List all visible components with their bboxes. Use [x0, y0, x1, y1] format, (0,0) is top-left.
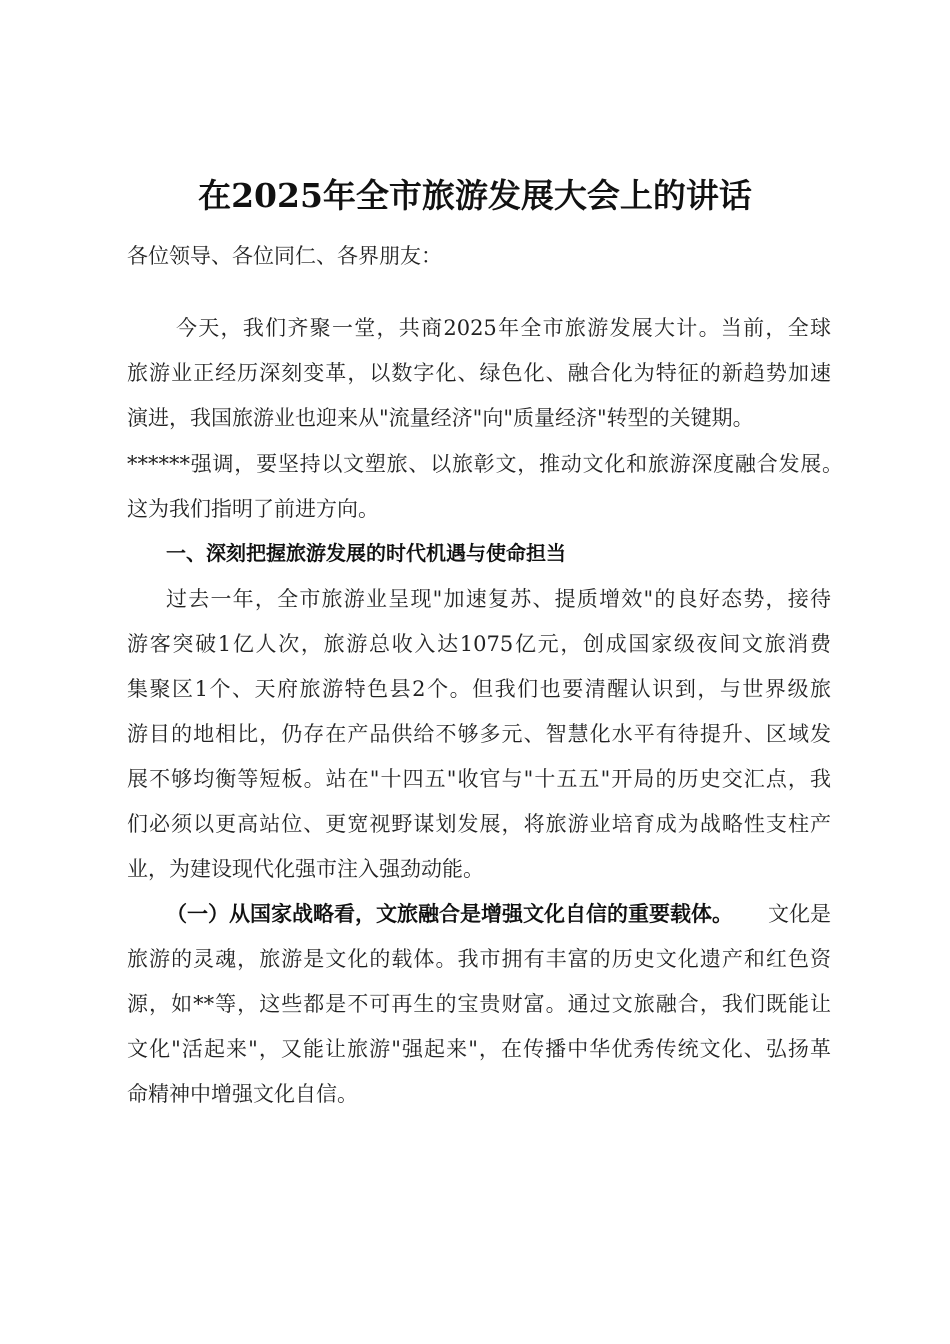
subsection1-line-5: 命精神中增强文化自信。: [127, 1082, 358, 1106]
section-heading-1: 一、深刻把握旅游发展的时代机遇与使命担当: [166, 541, 566, 565]
subsection1-line-2: 旅游的灵魂，旅游是文化的载体。我市拥有丰富的历史文化遗产和红色资: [127, 947, 831, 971]
subsection1-first-line-rest: 文化是: [768, 902, 831, 926]
intro-line-1: 今天，我们齐聚一堂，共商2025年全市旅游发展大计。当前，全球: [176, 316, 831, 340]
subsection1-first-line: [166, 900, 831, 928]
intro-line-3: 演进，我国旅游业也迎来从"流量经济"向"质量经济"转型的关键期。: [127, 406, 754, 430]
salutation: 各位领导、各位同仁、各界朋友：: [127, 244, 442, 268]
section1-line-3: 集聚区1个、天府旅游特色县2个。但我们也要清醒认识到，与世界级旅: [127, 677, 831, 701]
section1-line-2: 游客突破1亿人次，旅游总收入达1075亿元，创成国家级夜间文旅消费: [127, 632, 831, 656]
intro-line-2: 旅游业正经历深刻变革，以数字化、绿色化、融合化为特征的新趋势加速: [127, 361, 831, 385]
page-title: 在2025年全市旅游发展大会上的讲话: [198, 176, 752, 215]
section1-line-1: 过去一年，全市旅游业呈现"加速复苏、提质增效"的良好态势，接待: [166, 587, 831, 611]
subsection1-line-4: 文化"活起来"，又能让旅游"强起来"，在传播中华优秀传统文化、弘扬革: [127, 1037, 831, 1061]
subsection-heading-1: （一）从国家战略看，文旅融合是增强文化自信的重要载体。: [166, 901, 733, 926]
subsection1-line-3: 源，如**等，这些都是不可再生的宝贵财富。通过文旅融合，我们既能让: [127, 992, 831, 1016]
section1-line-6: 们必须以更高站位、更宽视野谋划发展，将旅游业培育成为战略性支柱产: [127, 812, 831, 836]
intro-line-4: ******强调，要坚持以文塑旅、以旅彰文，推动文化和旅游深度融合发展。: [127, 452, 843, 476]
section1-line-7: 业，为建设现代化强市注入强劲动能。: [127, 857, 484, 881]
intro-line-5: 这为我们指明了前进方向。: [127, 497, 379, 521]
section1-line-5: 展不够均衡等短板。站在"十四五"收官与"十五五"开局的历史交汇点，我: [127, 767, 831, 791]
section1-line-4: 游目的地相比，仍存在产品供给不够多元、智慧化水平有待提升、区域发: [127, 722, 831, 746]
